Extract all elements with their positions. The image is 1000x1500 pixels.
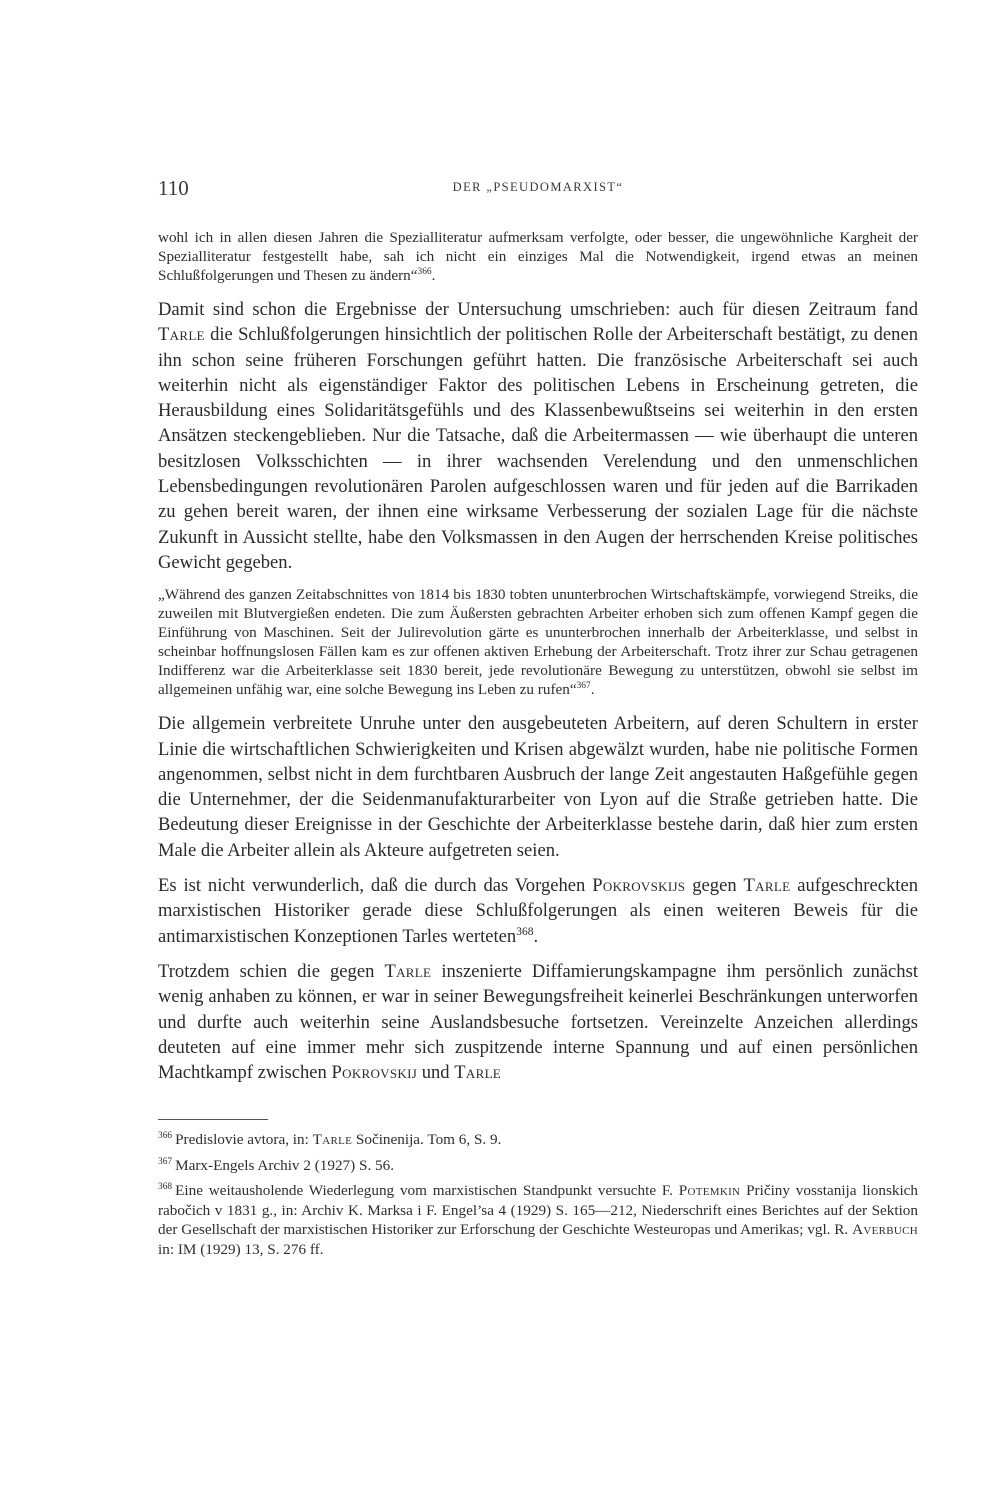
body-paragraph-1: Damit sind schon die Ergebnisse der Untersuchung umschrieben: auch für diesen Zeitraum fand Tarle die Schlußfolgerungen hinsichtlich der politischen Rolle der Arbeiterschaft bestätigt, zu denen ihn schon seine früheren Forschungen geführt hatten. Die französische Arbeiterschaft sei auch weiterhin nicht als eigenständiger Faktor des politischen Lebens in Erscheinung getreten, die Herausbildung eines Solidaritätsgefühls und des Klassenbewußtseins sei weiterhin in den ersten Ansätzen steckengeblieben. Nur die Tatsache, daß die Arbeitermassen — wie überhaupt die unteren besitzlosen Volksschichten — in ihrer wachsenden Verelendung und den unmenschlichen Lebensbedingungen revolutionären Parolen aufgeschlossen waren und für jeden auf die Barrikaden zu gehen bereit waren, der ihnen eine wirksame Verbesserung der sozialen Lage für die nächste Zukunft in Aussicht stellte, habe den Volksmassen in den Augen der herrschenden Kreise politisches Gewicht gegeben. — [158, 299, 918, 573]
block-quote-continued: wohl ich in allen diesen Jahren die Spezialliteratur aufmerksam verfolgte, oder besser, die ungewöhnliche Kargheit der Spezialliteratur festgestellt habe, sah ich nicht ein einziges Mal die Notwendigkeit, irgend etwas an meinen Schlußfolgerungen und Thesen zu ändern“$^{366}$. — [158, 229, 918, 284]
footnote-divider — [158, 1119, 268, 1120]
running-title: DER „PSEUDOMARXIST“ — [452, 180, 624, 194]
footnote-ref-367[interactable]: 367 — [576, 681, 591, 692]
running-head — [158, 176, 918, 206]
author-name: Tarle — [312, 1131, 353, 1149]
footnote-number: 366 — [158, 1131, 173, 1142]
author-name: Averbuch — [852, 1221, 918, 1239]
footnote-number: 367 — [158, 1156, 173, 1167]
author-name: Tarle — [743, 875, 791, 897]
author-name: Tarle — [384, 960, 432, 982]
footnote-368: $^{368}$ Eine weitausholende Wiederlegung vom marxistischen Standpunkt versuchte F. Potemkin Pričiny vosstanija lionskich rabočich v 1831 g., in: Archiv K. Marksa i F. Engel’sa 4 (1929) S. 165—212, Niederschrift eines Berichtes auf der Sektion der Gesellschaft der marxistischen Historiker zur Erforschung der Geschichte Westeuropas und Amerikas; vgl. R. Averbuch in: IM (1929) 13, S. 276 ff. — [158, 1182, 918, 1258]
body-paragraph-4: Trotzdem schien die gegen Tarle inszenierte Diffamierungskampagne ihm persönlich zunächst wenig anhaben zu können, er war in seiner Bewegungsfreiheit keinerlei Beschränkungen unterworfen und durfte auch weiterhin seine Auslandsbesuche fortsetzen. Vereinzelte Anzeichen allerdings deuteten auf eine immer mehr sich zuspitzende interne Spannung und auf einen persönlichen Machtkampf zwischen Pokrovskij und Tarle — [158, 960, 918, 1084]
footnote-367: $^{367}$ Marx-Engels Archiv 2 (1927) S. 56. — [158, 1156, 395, 1174]
body-paragraph-3: Es ist nicht verwunderlich, daß die durch das Vorgehen Pokrovskijs gegen Tarle aufgeschreckten marxistischen Historiker gerade diese Schlußfolgerungen als einen weiteren Beweis für die antimarxistischen Konzeptionen Tarles werteten$^{368}$. — [158, 875, 918, 947]
author-name: Pokrovskijs — [592, 875, 686, 897]
footnote-number: 368 — [158, 1182, 173, 1193]
block-quote: „Während des ganzen Zeitabschnittes von 1814 bis 1830 tobten ununterbrochen Wirtschaftskämpfe, vorwiegend Streiks, die zuweilen mit Blutvergießen endeten. Die zum Äußersten gebrachten Arbeiter erhoben sich zum offenen Kampf gegen die Einführung von Maschinen. Seit der Julirevolution gärte es ununterbrochen innerhalb der Arbeiterklasse, und selbst in scheinbar hoffnungslosen Fällen kam es zur offenen aktiven Erhebung der Arbeiterschaft. Trotz ihrer zur Schau getragenen Indifferenz war die Arbeiterklasse seit 1830 bereit, jede revolutionäre Bewegung zu unterstützen, obwohl sie selbst im allgemeinen unfähig war, eine solche Bewegung ins Leben zu rufen“$^{367}$. — [158, 586, 918, 699]
author-name: Tarle — [454, 1062, 502, 1084]
body-paragraph-2: Die allgemein verbreitete Unruhe unter den ausgebeuteten Arbeitern, auf deren Schultern in erster Linie die wirtschaftlichen Schwierigkeiten und Krisen abgewälzt wurden, habe nie politische Formen angenommen, selbst nicht in dem furchtbaren Ausbruch der lange Zeit angestauten Haßgefühle gegen die Unternehmer, der die Seidenmanufakturarbeiter von Lyon auf die Straße getrieben hatte. Die Bedeutung dieser Ereignisse in der Geschichte der Arbeiterklasse bestehe darin, daß hier zum ersten Male die Arbeiter allein als Akteure aufgetreten seien. — [158, 713, 918, 861]
author-name: Potemkin — [678, 1182, 741, 1200]
footnote-ref-366[interactable]: 366 — [417, 266, 432, 277]
page-number: 110 — [158, 176, 189, 200]
footnote-ref-368[interactable]: 368 — [516, 925, 534, 938]
footnote-366: $^{366}$ Predislovie avtora, in: Tarle Sočinenija. Tom 6, S. 9. — [158, 1131, 502, 1149]
book-page — [158, 176, 918, 1265]
author-name: Pokrovskij — [331, 1062, 418, 1084]
author-name: Tarle — [158, 324, 205, 346]
